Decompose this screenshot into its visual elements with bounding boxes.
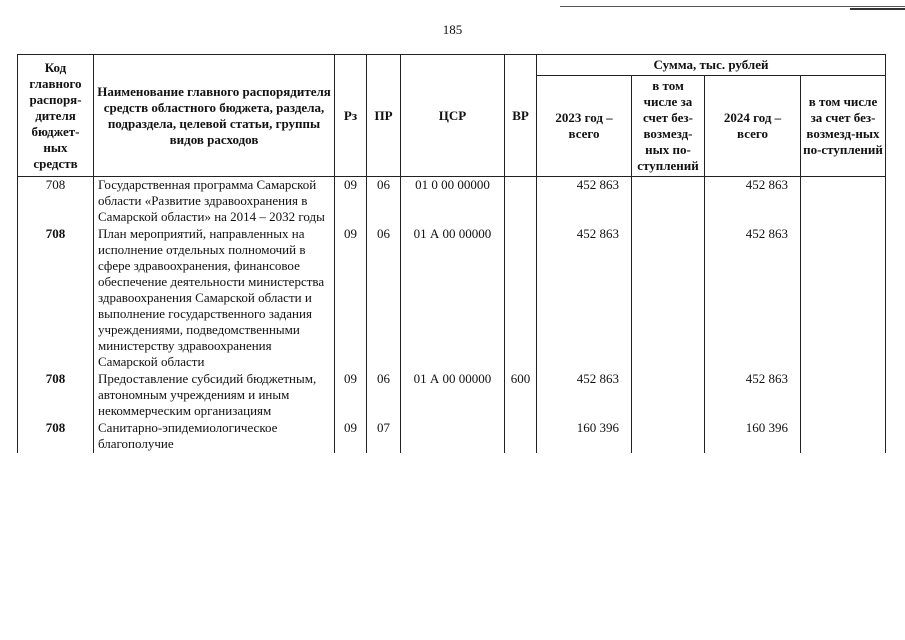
col-header-sum-group: Сумма, тыс. рублей <box>537 55 886 76</box>
top-rule <box>560 6 905 7</box>
col-header-2023-free: в том числе за счет без-возмезд-ных по-ступлений <box>632 76 705 177</box>
col-header-2024-free: в том числе за счет без-возмезд-ных по-ступлений <box>801 76 886 177</box>
cell-2023-free <box>632 371 705 420</box>
cell-vr <box>505 226 537 371</box>
cell-csr: 01 А 00 00000 <box>401 371 505 420</box>
cell-2023-free <box>632 177 705 227</box>
cell-code: 708 <box>18 177 94 227</box>
cell-2024: 452 863 <box>705 226 801 371</box>
col-header-code: Код главного распоря-дителя бюджет-ных средств <box>18 55 94 177</box>
cell-code: 708 <box>18 226 94 371</box>
cell-2024: 452 863 <box>705 371 801 420</box>
cell-2024-free <box>801 371 886 420</box>
cell-pr: 06 <box>367 226 401 371</box>
table-row <box>18 420 886 453</box>
col-header-vr: ВР <box>505 55 537 177</box>
col-header-name: Наименование главного распорядителя средств областного бюджета, раздела, подраздела, целевой статьи, группы видов расходов <box>94 55 335 177</box>
cell-name: Предоставление субсидий бюджетным, автономным учреждениям и иным некоммерческим организациям <box>94 371 335 420</box>
cell-2023: 452 863 <box>537 371 632 420</box>
cell-name: План мероприятий, направленных на исполнение отдельных полномочий в сфере здравоохранения, финансовое обеспечение деятельности министерства здравоохранения Самарской области и выполнение государственного задания учреждениями, подведомственными министерству здравоохранения Самарской области <box>94 226 335 371</box>
col-header-csr: ЦСР <box>401 55 505 177</box>
cell-2024: 452 863 <box>705 177 801 227</box>
cell-csr <box>401 420 505 453</box>
cell-vr: 600 <box>505 371 537 420</box>
cell-code: 708 <box>18 371 94 420</box>
cell-2024-free <box>801 177 886 227</box>
cell-csr: 01 0 00 00000 <box>401 177 505 227</box>
table-row <box>18 226 886 371</box>
col-header-pr: ПР <box>367 55 401 177</box>
cell-2023: 452 863 <box>537 226 632 371</box>
header-row-1 <box>18 55 886 76</box>
cell-name: Государственная программа Самарской области «Развитие здравоохранения в Самарской области» на 2014 – 2032 годы <box>94 177 335 227</box>
cell-pr: 06 <box>367 177 401 227</box>
cell-pr: 06 <box>367 371 401 420</box>
cell-csr: 01 А 00 00000 <box>401 226 505 371</box>
cell-code: 708 <box>18 420 94 453</box>
cell-2024: 160 396 <box>705 420 801 453</box>
page-number: 185 <box>442 22 463 37</box>
budget-table <box>17 54 886 453</box>
cell-2023-free <box>632 420 705 453</box>
cell-2023: 160 396 <box>537 420 632 453</box>
cell-name: Санитарно-эпидемиологическое благополучие <box>94 420 335 453</box>
cell-2024-free <box>801 420 886 453</box>
table-row <box>18 371 886 420</box>
cell-vr <box>505 177 537 227</box>
cell-2023: 452 863 <box>537 177 632 227</box>
col-header-2024: 2024 год – всего <box>705 76 801 177</box>
cell-rz: 09 <box>335 177 367 227</box>
cell-rz: 09 <box>335 371 367 420</box>
cell-vr <box>505 420 537 453</box>
cell-rz: 09 <box>335 420 367 453</box>
cell-rz: 09 <box>335 226 367 371</box>
cell-2023-free <box>632 226 705 371</box>
cell-pr: 07 <box>367 420 401 453</box>
cell-2024-free <box>801 226 886 371</box>
top-rule-thick <box>850 8 905 10</box>
table-row <box>18 177 886 227</box>
col-header-2023: 2023 год – всего <box>537 76 632 177</box>
col-header-rz: Рз <box>335 55 367 177</box>
